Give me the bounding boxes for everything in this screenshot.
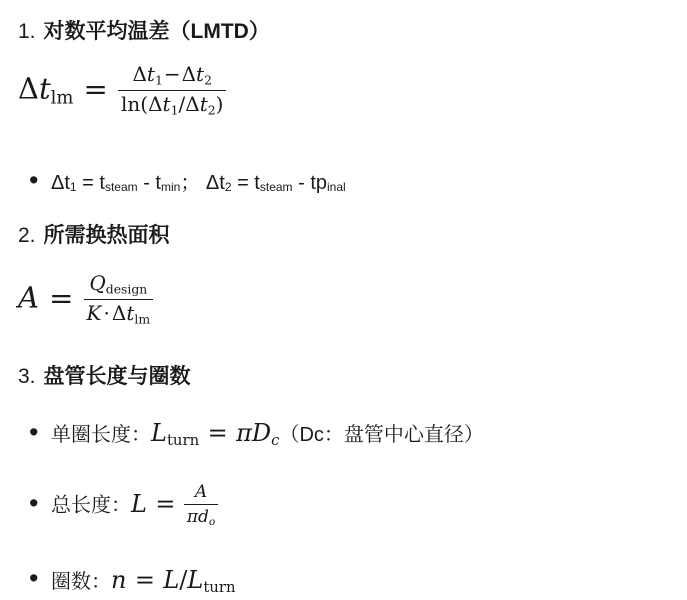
text-subscript: 2 [224, 180, 232, 195]
text-run: - t [137, 172, 161, 195]
math-token: / [178, 92, 186, 117]
text-subscript: min [161, 180, 181, 195]
math-subscript: 1 [170, 102, 179, 118]
text-run: - tp [292, 172, 328, 195]
bullet-label: 总长度： [51, 495, 131, 518]
math-token: A [18, 280, 39, 315]
text-subscript: inal [327, 180, 346, 195]
math-token: Δ [185, 92, 200, 117]
math-token: L [151, 419, 167, 448]
formula-turn-length [151, 419, 280, 450]
math-token: D [251, 419, 272, 448]
math-token: = [155, 490, 176, 519]
math-token: t [199, 92, 208, 117]
fraction [184, 482, 218, 528]
text-run: = t [76, 172, 105, 195]
math-token: Δ [132, 62, 147, 86]
math-token: L [131, 490, 147, 519]
section-1-heading [18, 20, 669, 44]
math-token: − [163, 62, 181, 86]
bullet-label: 单圈长度： [51, 424, 151, 447]
section-3-heading [18, 365, 669, 389]
math-token: Δ [18, 71, 39, 106]
bullet-delta-t-definitions: • Δt1 = tsteam - tmin； Δt2 = tsteam - tpinal [29, 164, 346, 195]
text-subscript: 1 [69, 180, 77, 195]
formula-number-of-turns [111, 566, 236, 594]
bullet-note: （Dc：盘管中心直径） [279, 424, 484, 447]
math-token: = [134, 565, 155, 594]
math-subscript: 2 [207, 102, 216, 118]
fraction [118, 63, 226, 118]
math-token: L [163, 565, 180, 594]
math-subscript: 2 [204, 72, 212, 88]
math-subscript: turn [203, 577, 236, 596]
math-token: ) [215, 92, 224, 117]
math-token: Δ [148, 92, 163, 117]
formula-lmtd [18, 63, 669, 118]
section-2-heading [18, 224, 669, 248]
text-run: = t [231, 172, 260, 195]
section-2-title: 所需换热面积 [43, 224, 170, 248]
math-token: t [38, 71, 51, 106]
fraction-denominator [84, 299, 154, 327]
math-token: L [187, 565, 204, 594]
math-token: = [83, 71, 108, 106]
math-token: t [146, 62, 155, 86]
section-2-number: 2. [18, 224, 36, 248]
math-subscript: design [105, 281, 148, 297]
math-token: π [186, 507, 199, 528]
math-subscript: lm [50, 87, 74, 109]
math-subscript: o [208, 516, 216, 529]
math-subscript: turn [166, 431, 200, 450]
math-token: t [196, 62, 205, 86]
math-token: π [236, 419, 252, 448]
math-token: A [194, 482, 208, 503]
math-token: Δ [111, 301, 127, 326]
section-3-title: 盘管长度与圈数 [43, 365, 191, 389]
bullet-label: 圈数： [51, 570, 111, 593]
bullet-total-length: • 总长度：L = $\frac{A}{\text{πdo}}$ [18, 482, 669, 528]
text-run: ； [180, 172, 206, 195]
math-token: n [111, 565, 127, 594]
bullet-single-turn-length: • 单圈长度：Lturn = πDc（Dc：盘管中心直径） [29, 416, 484, 450]
bullet-text [51, 172, 346, 194]
math-token: Δ [181, 62, 197, 86]
section-1-title: 对数平均温差（LMTD） [43, 20, 270, 43]
fraction [84, 272, 154, 327]
fraction-denominator [184, 504, 218, 528]
math-token: t [162, 92, 171, 117]
math-token: t [126, 301, 135, 326]
text-subscript: steam [104, 180, 138, 195]
fraction-numerator [184, 482, 218, 504]
math-token: d [198, 507, 209, 528]
section-3-number: 3. [18, 365, 36, 389]
formula-area [18, 272, 669, 327]
math-token: K [86, 301, 102, 326]
section-1-number: 1. [18, 20, 36, 43]
math-token: = [49, 280, 74, 315]
formula-total-length [131, 482, 218, 529]
math-token: · [103, 301, 110, 326]
math-subscript: lm [134, 311, 151, 327]
text-subscript: steam [259, 180, 293, 195]
text-run: Δt [51, 172, 70, 195]
math-token: ln( [121, 92, 149, 117]
fraction-numerator [84, 272, 154, 299]
math-token: Q [89, 271, 106, 296]
fraction-numerator [118, 63, 226, 90]
bullet-number-of-turns: • 圈数：n = L/Lturn [29, 563, 236, 596]
text-run: Δt [205, 172, 225, 195]
math-subscript: 1 [154, 72, 163, 88]
fraction-denominator [118, 90, 226, 118]
math-token: / [179, 565, 188, 594]
math-token: = [207, 419, 228, 448]
math-subscript: c [271, 431, 280, 450]
